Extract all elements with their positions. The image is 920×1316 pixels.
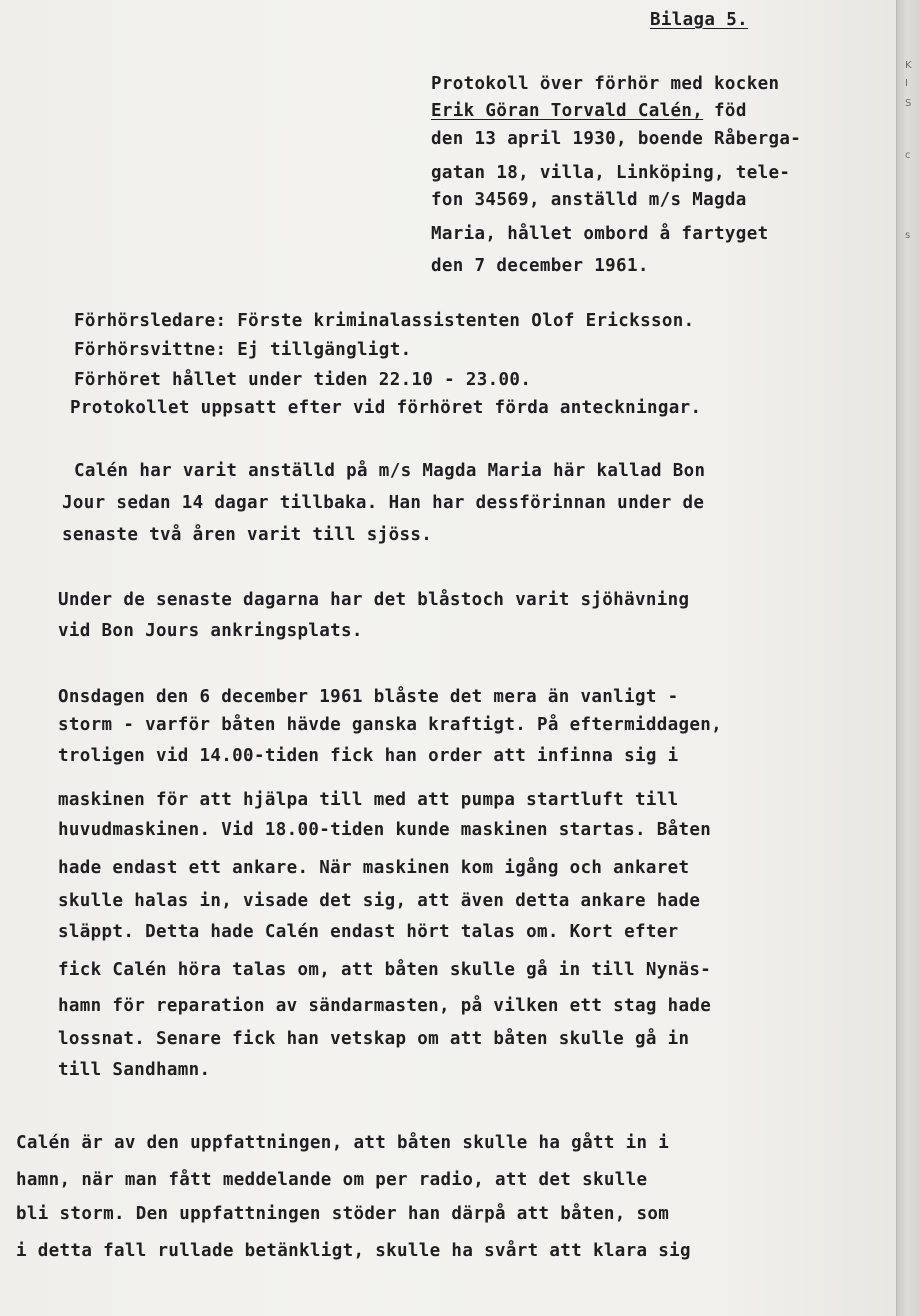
edge-mark: S — [905, 98, 912, 109]
paragraph-line: fick Calén höra talas om, att båten skulle gå in till Nynäs- — [58, 960, 712, 980]
paragraph-line: storm - varför båten hävde ganska kraftigt. På eftermiddagen, — [58, 715, 723, 735]
header-line: gatan 18, villa, Linköping, tele- — [431, 163, 791, 183]
paragraph-line: bli storm. Den uppfattningen stöder han därpå att båten, som — [16, 1204, 670, 1224]
edge-mark: I — [905, 78, 908, 89]
header-line: fon 34569, anställd m/s Magda — [431, 190, 747, 210]
paragraph-line: skulle halas in, visade det sig, att även detta ankare hade — [58, 891, 701, 911]
header-line: den 7 december 1961. — [431, 256, 649, 276]
paragraph-line: Calén har varit anställd på m/s Magda Maria här kallad Bon — [74, 461, 706, 481]
header-line-suffix: föd — [714, 101, 747, 121]
header-line: Protokoll över förhör med kocken — [431, 74, 780, 94]
meta-interrogator: Förhörsledare: Förste kriminalassistenten Olof Ericksson. — [74, 311, 695, 331]
paragraph-line: till Sandhamn. — [58, 1060, 211, 1080]
header-line: den 13 april 1930, boende Råberga- — [431, 129, 802, 149]
paragraph-line: i detta fall rullade betänkligt, skulle ha svårt att klara sig — [16, 1241, 691, 1261]
paragraph-line: senaste två åren varit till sjöss. — [62, 525, 433, 545]
paragraph-line: huvudmaskinen. Vid 18.00-tiden kunde maskinen startas. Båten — [58, 820, 712, 840]
paragraph-line: hamn, när man fått meddelande om per radio, att det skulle — [16, 1170, 648, 1190]
underlying-page-edge — [896, 0, 920, 1316]
paragraph-line: maskinen för att hjälpa till med att pumpa startluft till — [58, 790, 679, 810]
paragraph-line: Jour sedan 14 dagar tillbaka. Han har dessförinnan under de — [62, 493, 705, 513]
meta-time: Förhöret hållet under tiden 22.10 - 23.00. — [74, 370, 532, 390]
edge-mark: c — [905, 150, 911, 161]
meta-witness: Förhörsvittne: Ej tillgängligt. — [74, 340, 412, 360]
paragraph-line: vid Bon Jours ankringsplats. — [58, 621, 363, 641]
header-line — [431, 103, 747, 121]
paragraph-line: hade endast ett ankare. När maskinen kom igång och ankaret — [58, 858, 690, 878]
paragraph-line: Onsdagen den 6 december 1961 blåste det mera än vanligt - — [58, 687, 679, 707]
paragraph-line: släppt. Detta hade Calén endast hört talas om. Kort efter — [58, 922, 679, 942]
paragraph-line: lossnat. Senare fick han vetskap om att båten skulle gå in — [58, 1029, 690, 1049]
meta-record-note: Protokollet uppsatt efter vid förhöret förda anteckningar. — [70, 398, 702, 418]
paragraph-line: hamn för reparation av sändarmasten, på vilken ett stag hade — [58, 996, 712, 1016]
paragraph-line: troligen vid 14.00-tiden fick han order att infinna sig i — [58, 746, 679, 766]
paragraph-line: Under de senaste dagarna har det blåstoch varit sjöhävning — [58, 590, 690, 610]
header-line: Maria, hållet ombord å fartyget — [431, 224, 769, 244]
edge-mark: K — [905, 60, 912, 71]
paragraph-line: Calén är av den uppfattningen, att båten skulle ha gått in i — [16, 1133, 670, 1153]
attachment-label: Bilaga 5. — [650, 10, 748, 30]
edge-mark: s — [905, 230, 911, 241]
interviewee-name: Erik Göran Torvald Calén, — [431, 101, 704, 121]
